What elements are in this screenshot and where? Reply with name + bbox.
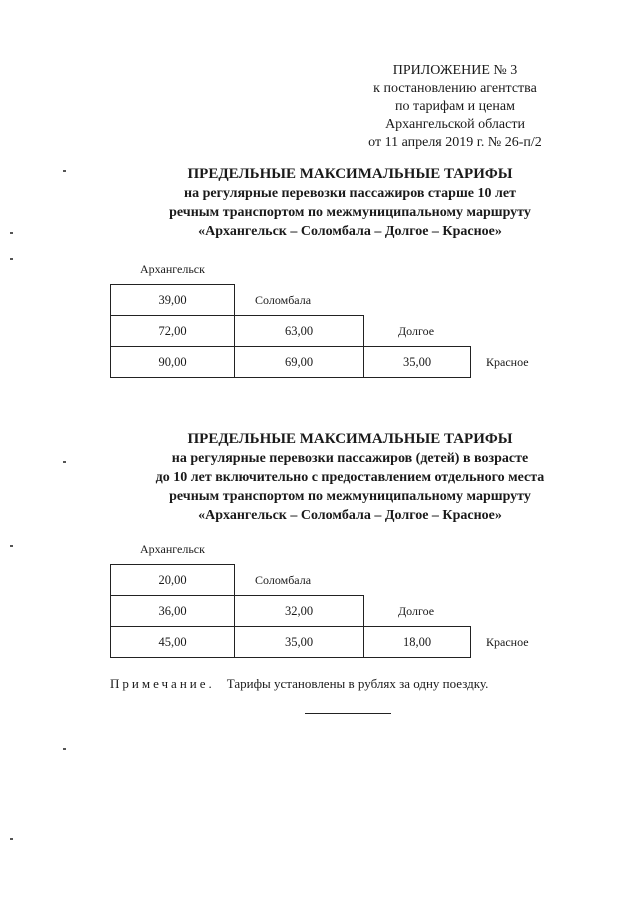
- closing-rule: [305, 713, 391, 714]
- fare-cell: 35,00: [234, 626, 364, 658]
- scan-mark: [63, 170, 66, 172]
- fare-cell: 90,00: [110, 346, 235, 378]
- fare-cell: 32,00: [234, 595, 364, 627]
- city-label: Красное: [486, 635, 529, 649]
- section-subtitle: на регулярные перевозки пассажиров старше 10 лет: [184, 186, 516, 201]
- section-heading: ПРЕДЕЛЬНЫЕ МАКСИМАЛЬНЫЕ ТАРИФЫ: [187, 431, 513, 447]
- note-text: Тарифы установлены в рублях за одну поездку.: [226, 676, 489, 691]
- scan-mark: [10, 545, 13, 547]
- appendix-line: к постановлению агентства: [373, 81, 537, 96]
- fare-cell: 18,00: [363, 626, 471, 658]
- scan-mark: [63, 748, 66, 750]
- section2-title: [120, 430, 580, 525]
- section-heading: ПРЕДЕЛЬНЫЕ МАКСИМАЛЬНЫЕ ТАРИФЫ: [187, 166, 513, 182]
- city-label: Соломбала: [255, 573, 312, 587]
- section-subtitle: на регулярные перевозки пассажиров (детей) в возрасте: [171, 451, 529, 466]
- city-label: Долгое: [398, 604, 435, 618]
- city-label: Долгое: [398, 324, 435, 338]
- fare-cell: 36,00: [110, 595, 235, 627]
- section1-title: [120, 165, 580, 241]
- appendix-line: Архангельской области: [385, 117, 525, 132]
- fare-cell: 63,00: [234, 315, 364, 347]
- appendix-number: ПРИЛОЖЕНИЕ № 3: [392, 63, 518, 78]
- note: [110, 676, 488, 692]
- scan-mark: [10, 258, 13, 260]
- section-subtitle: речным транспортом по межмуниципальному маршруту: [169, 489, 531, 504]
- appendix-date: от 11 апреля 2019 г. № 26-п/2: [368, 135, 542, 150]
- section-subtitle: речным транспортом по межмуниципальному маршруту: [169, 205, 531, 220]
- fare-cell: 45,00: [110, 626, 235, 658]
- scan-mark: [63, 461, 66, 463]
- fare-cell: 39,00: [110, 284, 235, 316]
- appendix-line: по тарифам и ценам: [395, 99, 515, 114]
- scan-mark: [10, 838, 13, 840]
- fare-cell: 72,00: [110, 315, 235, 347]
- route-name: «Архангельск – Соломбала – Долгое – Красное»: [198, 224, 502, 239]
- scan-mark: [10, 232, 13, 234]
- fare-cell: 69,00: [234, 346, 364, 378]
- route-name: «Архангельск – Соломбала – Долгое – Красное»: [198, 508, 502, 523]
- note-label: Примечание.: [110, 676, 215, 691]
- city-label: Архангельск: [140, 542, 205, 556]
- city-label: Соломбала: [255, 293, 312, 307]
- appendix-header: [340, 62, 570, 152]
- city-label: Архангельск: [140, 262, 205, 276]
- city-label: Красное: [486, 355, 529, 369]
- fare-cell: 20,00: [110, 564, 235, 596]
- section-subtitle: до 10 лет включительно с предоставлением отдельного места: [155, 470, 545, 485]
- fare-cell: 35,00: [363, 346, 471, 378]
